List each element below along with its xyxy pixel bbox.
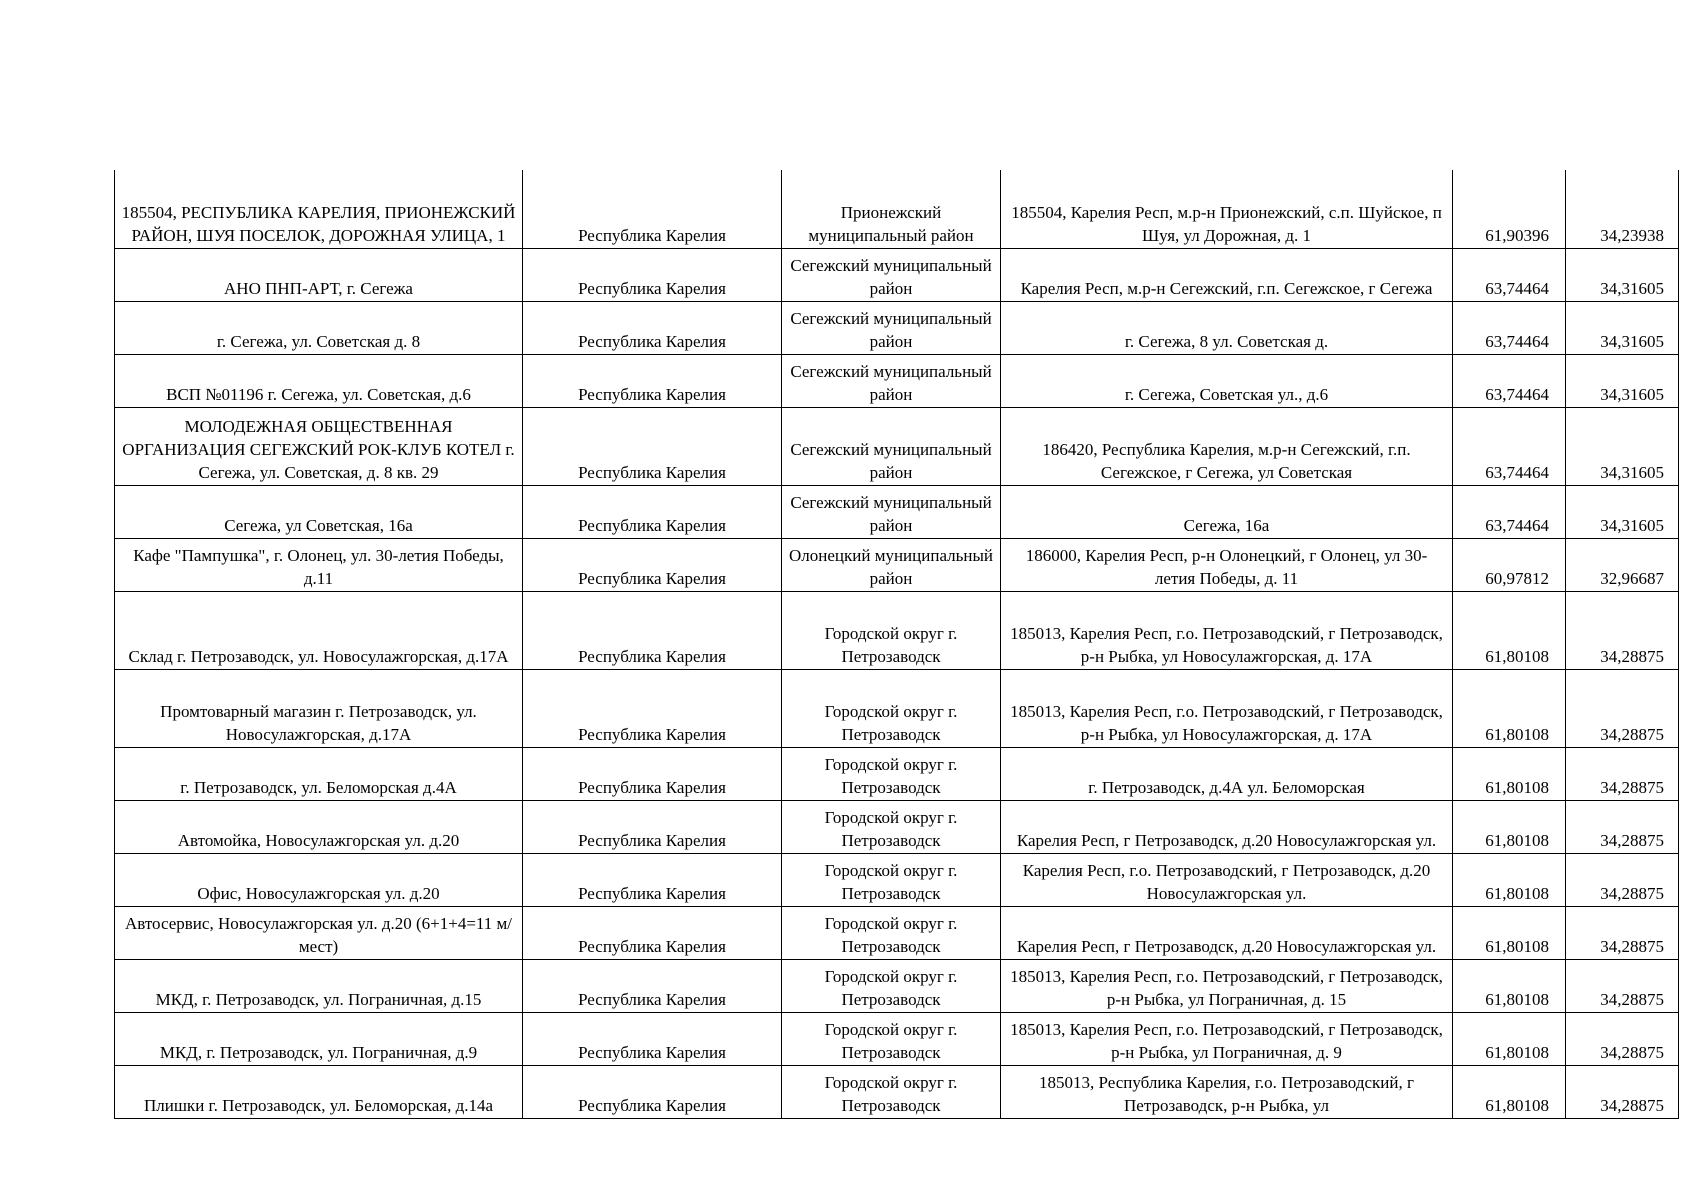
cell-longitude: 34,28875 (1566, 906, 1679, 959)
cell-region: Республика Карелия (523, 906, 782, 959)
cell-longitude: 34,28875 (1566, 669, 1679, 747)
cell-region: Республика Карелия (523, 959, 782, 1012)
cell-object-name: Сегежа, ул Советская, 16а (115, 485, 523, 538)
cell-address: Карелия Респ, г Петрозаводск, д.20 Новосулажгорская ул. (1001, 906, 1453, 959)
cell-object-name: МКД, г. Петрозаводск, ул. Пограничная, д.9 (115, 1012, 523, 1065)
cell-district: Городской округ г. Петрозаводск (782, 906, 1001, 959)
table-row (115, 591, 1679, 669)
cell-address: 185504, Карелия Респ, м.р-н Прионежский, с.п. Шуйское, п Шуя, ул Дорожная, д. 1 (1001, 170, 1453, 248)
cell-object-name: Промтоварный магазин г. Петрозаводск, ул. Новосулажгорская, д.17А (115, 669, 523, 747)
cell-longitude: 34,28875 (1566, 800, 1679, 853)
cell-district: Прионежский муниципальный район (782, 170, 1001, 248)
cell-region: Республика Карелия (523, 853, 782, 906)
cell-district: Городской округ г. Петрозаводск (782, 800, 1001, 853)
cell-object-name: Плишки г. Петрозаводск, ул. Беломорская, д.14а (115, 1065, 523, 1118)
cell-address: 185013, Карелия Респ, г.о. Петрозаводский, г Петрозаводск, р-н Рыбка, ул Новосулажгорская, д. 17А (1001, 591, 1453, 669)
cell-region: Республика Карелия (523, 354, 782, 407)
cell-longitude: 34,28875 (1566, 1012, 1679, 1065)
cell-district: Городской округ г. Петрозаводск (782, 591, 1001, 669)
cell-latitude: 63,74464 (1453, 485, 1566, 538)
table-row (115, 800, 1679, 853)
cell-latitude: 61,80108 (1453, 959, 1566, 1012)
cell-address: Карелия Респ, г.о. Петрозаводский, г Петрозаводск, д.20 Новосулажгорская ул. (1001, 853, 1453, 906)
cell-latitude: 61,80108 (1453, 669, 1566, 747)
cell-longitude: 34,28875 (1566, 1065, 1679, 1118)
cell-latitude: 61,80108 (1453, 906, 1566, 959)
cell-longitude: 34,28875 (1566, 747, 1679, 800)
table-row (115, 301, 1679, 354)
cell-address: 185013, Карелия Респ, г.о. Петрозаводский, г Петрозаводск, р-н Рыбка, ул Новосулажгорская, д. 17А (1001, 669, 1453, 747)
cell-latitude: 61,80108 (1453, 1012, 1566, 1065)
cell-object-name: МКД, г. Петрозаводск, ул. Пограничная, д.15 (115, 959, 523, 1012)
cell-longitude: 34,28875 (1566, 959, 1679, 1012)
cell-longitude: 32,96687 (1566, 538, 1679, 591)
cell-latitude: 61,80108 (1453, 800, 1566, 853)
table-row (115, 853, 1679, 906)
table-row (115, 170, 1679, 248)
locations-table (114, 170, 1679, 1119)
cell-address: 185013, Карелия Респ, г.о. Петрозаводский, г Петрозаводск, р-н Рыбка, ул Пограничная, д. 15 (1001, 959, 1453, 1012)
cell-object-name: 185504, РЕСПУБЛИКА КАРЕЛИЯ, ПРИОНЕЖСКИЙ РАЙОН, ШУЯ ПОСЕЛОК, ДОРОЖНАЯ УЛИЦА, 1 (115, 170, 523, 248)
cell-district: Сегежский муниципальный район (782, 407, 1001, 485)
cell-object-name: г. Петрозаводск, ул. Беломорская д.4А (115, 747, 523, 800)
cell-address: Карелия Респ, м.р-н Сегежский, г.п. Сегежское, г Сегежа (1001, 248, 1453, 301)
cell-object-name: АНО ПНП-АРТ, г. Сегежа (115, 248, 523, 301)
cell-district: Городской округ г. Петрозаводск (782, 747, 1001, 800)
table-row (115, 248, 1679, 301)
cell-latitude: 61,80108 (1453, 747, 1566, 800)
table-row (115, 669, 1679, 747)
cell-latitude: 63,74464 (1453, 301, 1566, 354)
cell-address: 186420, Республика Карелия, м.р-н Сегежский, г.п. Сегежское, г Сегежа, ул Советская (1001, 407, 1453, 485)
cell-district: Сегежский муниципальный район (782, 485, 1001, 538)
table-row (115, 747, 1679, 800)
cell-latitude: 61,80108 (1453, 591, 1566, 669)
cell-object-name: г. Сегежа, ул. Советская д. 8 (115, 301, 523, 354)
cell-object-name: Автосервис, Новосулажгорская ул. д.20 (6+1+4=11 м/мест) (115, 906, 523, 959)
cell-address: 186000, Карелия Респ, р-н Олонецкий, г Олонец, ул 30-летия Победы, д. 11 (1001, 538, 1453, 591)
cell-address: Сегежа, 16а (1001, 485, 1453, 538)
table-row (115, 1065, 1679, 1118)
cell-region: Республика Карелия (523, 485, 782, 538)
cell-address: 185013, Карелия Респ, г.о. Петрозаводский, г Петрозаводск, р-н Рыбка, ул Пограничная, д. 9 (1001, 1012, 1453, 1065)
cell-longitude: 34,31605 (1566, 407, 1679, 485)
cell-region: Республика Карелия (523, 591, 782, 669)
cell-district: Сегежский муниципальный район (782, 354, 1001, 407)
cell-district: Городской округ г. Петрозаводск (782, 669, 1001, 747)
cell-latitude: 61,90396 (1453, 170, 1566, 248)
table-row (115, 1012, 1679, 1065)
cell-region: Республика Карелия (523, 669, 782, 747)
cell-district: Сегежский муниципальный район (782, 301, 1001, 354)
locations-table-body (115, 170, 1679, 1118)
cell-address: Карелия Респ, г Петрозаводск, д.20 Новосулажгорская ул. (1001, 800, 1453, 853)
cell-region: Республика Карелия (523, 800, 782, 853)
cell-address: г. Сегежа, Советская ул., д.6 (1001, 354, 1453, 407)
cell-object-name: ВСП №01196 г. Сегежа, ул. Советская, д.6 (115, 354, 523, 407)
cell-latitude: 61,80108 (1453, 853, 1566, 906)
table-row (115, 354, 1679, 407)
table-row (115, 906, 1679, 959)
cell-address: 185013, Республика Карелия, г.о. Петрозаводский, г Петрозаводск, р-н Рыбка, ул (1001, 1065, 1453, 1118)
table-row (115, 485, 1679, 538)
cell-district: Олонецкий муниципальный район (782, 538, 1001, 591)
cell-region: Республика Карелия (523, 170, 782, 248)
cell-latitude: 63,74464 (1453, 407, 1566, 485)
cell-object-name: Автомойка, Новосулажгорская ул. д.20 (115, 800, 523, 853)
cell-latitude: 61,80108 (1453, 1065, 1566, 1118)
cell-region: Республика Карелия (523, 407, 782, 485)
cell-district: Городской округ г. Петрозаводск (782, 959, 1001, 1012)
cell-object-name: МОЛОДЕЖНАЯ ОБЩЕСТВЕННАЯ ОРГАНИЗАЦИЯ СЕГЕЖСКИЙ РОК-КЛУБ КОТЕЛ г. Сегежа, ул. Советская, д. 8 кв. 29 (115, 407, 523, 485)
cell-latitude: 63,74464 (1453, 354, 1566, 407)
cell-longitude: 34,23938 (1566, 170, 1679, 248)
cell-object-name: Кафе "Пампушка", г. Олонец, ул. 30-летия Победы, д.11 (115, 538, 523, 591)
cell-longitude: 34,31605 (1566, 301, 1679, 354)
table-row (115, 538, 1679, 591)
cell-latitude: 60,97812 (1453, 538, 1566, 591)
cell-longitude: 34,28875 (1566, 853, 1679, 906)
cell-region: Республика Карелия (523, 248, 782, 301)
cell-region: Республика Карелия (523, 301, 782, 354)
cell-longitude: 34,31605 (1566, 485, 1679, 538)
cell-district: Городской округ г. Петрозаводск (782, 1012, 1001, 1065)
cell-object-name: Склад г. Петрозаводск, ул. Новосулажгорская, д.17А (115, 591, 523, 669)
cell-address: г. Петрозаводск, д.4А ул. Беломорская (1001, 747, 1453, 800)
cell-longitude: 34,31605 (1566, 354, 1679, 407)
cell-longitude: 34,31605 (1566, 248, 1679, 301)
cell-district: Городской округ г. Петрозаводск (782, 1065, 1001, 1118)
cell-district: Городской округ г. Петрозаводск (782, 853, 1001, 906)
cell-address: г. Сегежа, 8 ул. Советская д. (1001, 301, 1453, 354)
table-row (115, 407, 1679, 485)
cell-longitude: 34,28875 (1566, 591, 1679, 669)
table-row (115, 959, 1679, 1012)
cell-region: Республика Карелия (523, 538, 782, 591)
cell-object-name: Офис, Новосулажгорская ул. д.20 (115, 853, 523, 906)
cell-district: Сегежский муниципальный район (782, 248, 1001, 301)
cell-region: Республика Карелия (523, 1065, 782, 1118)
cell-latitude: 63,74464 (1453, 248, 1566, 301)
cell-region: Республика Карелия (523, 747, 782, 800)
cell-region: Республика Карелия (523, 1012, 782, 1065)
